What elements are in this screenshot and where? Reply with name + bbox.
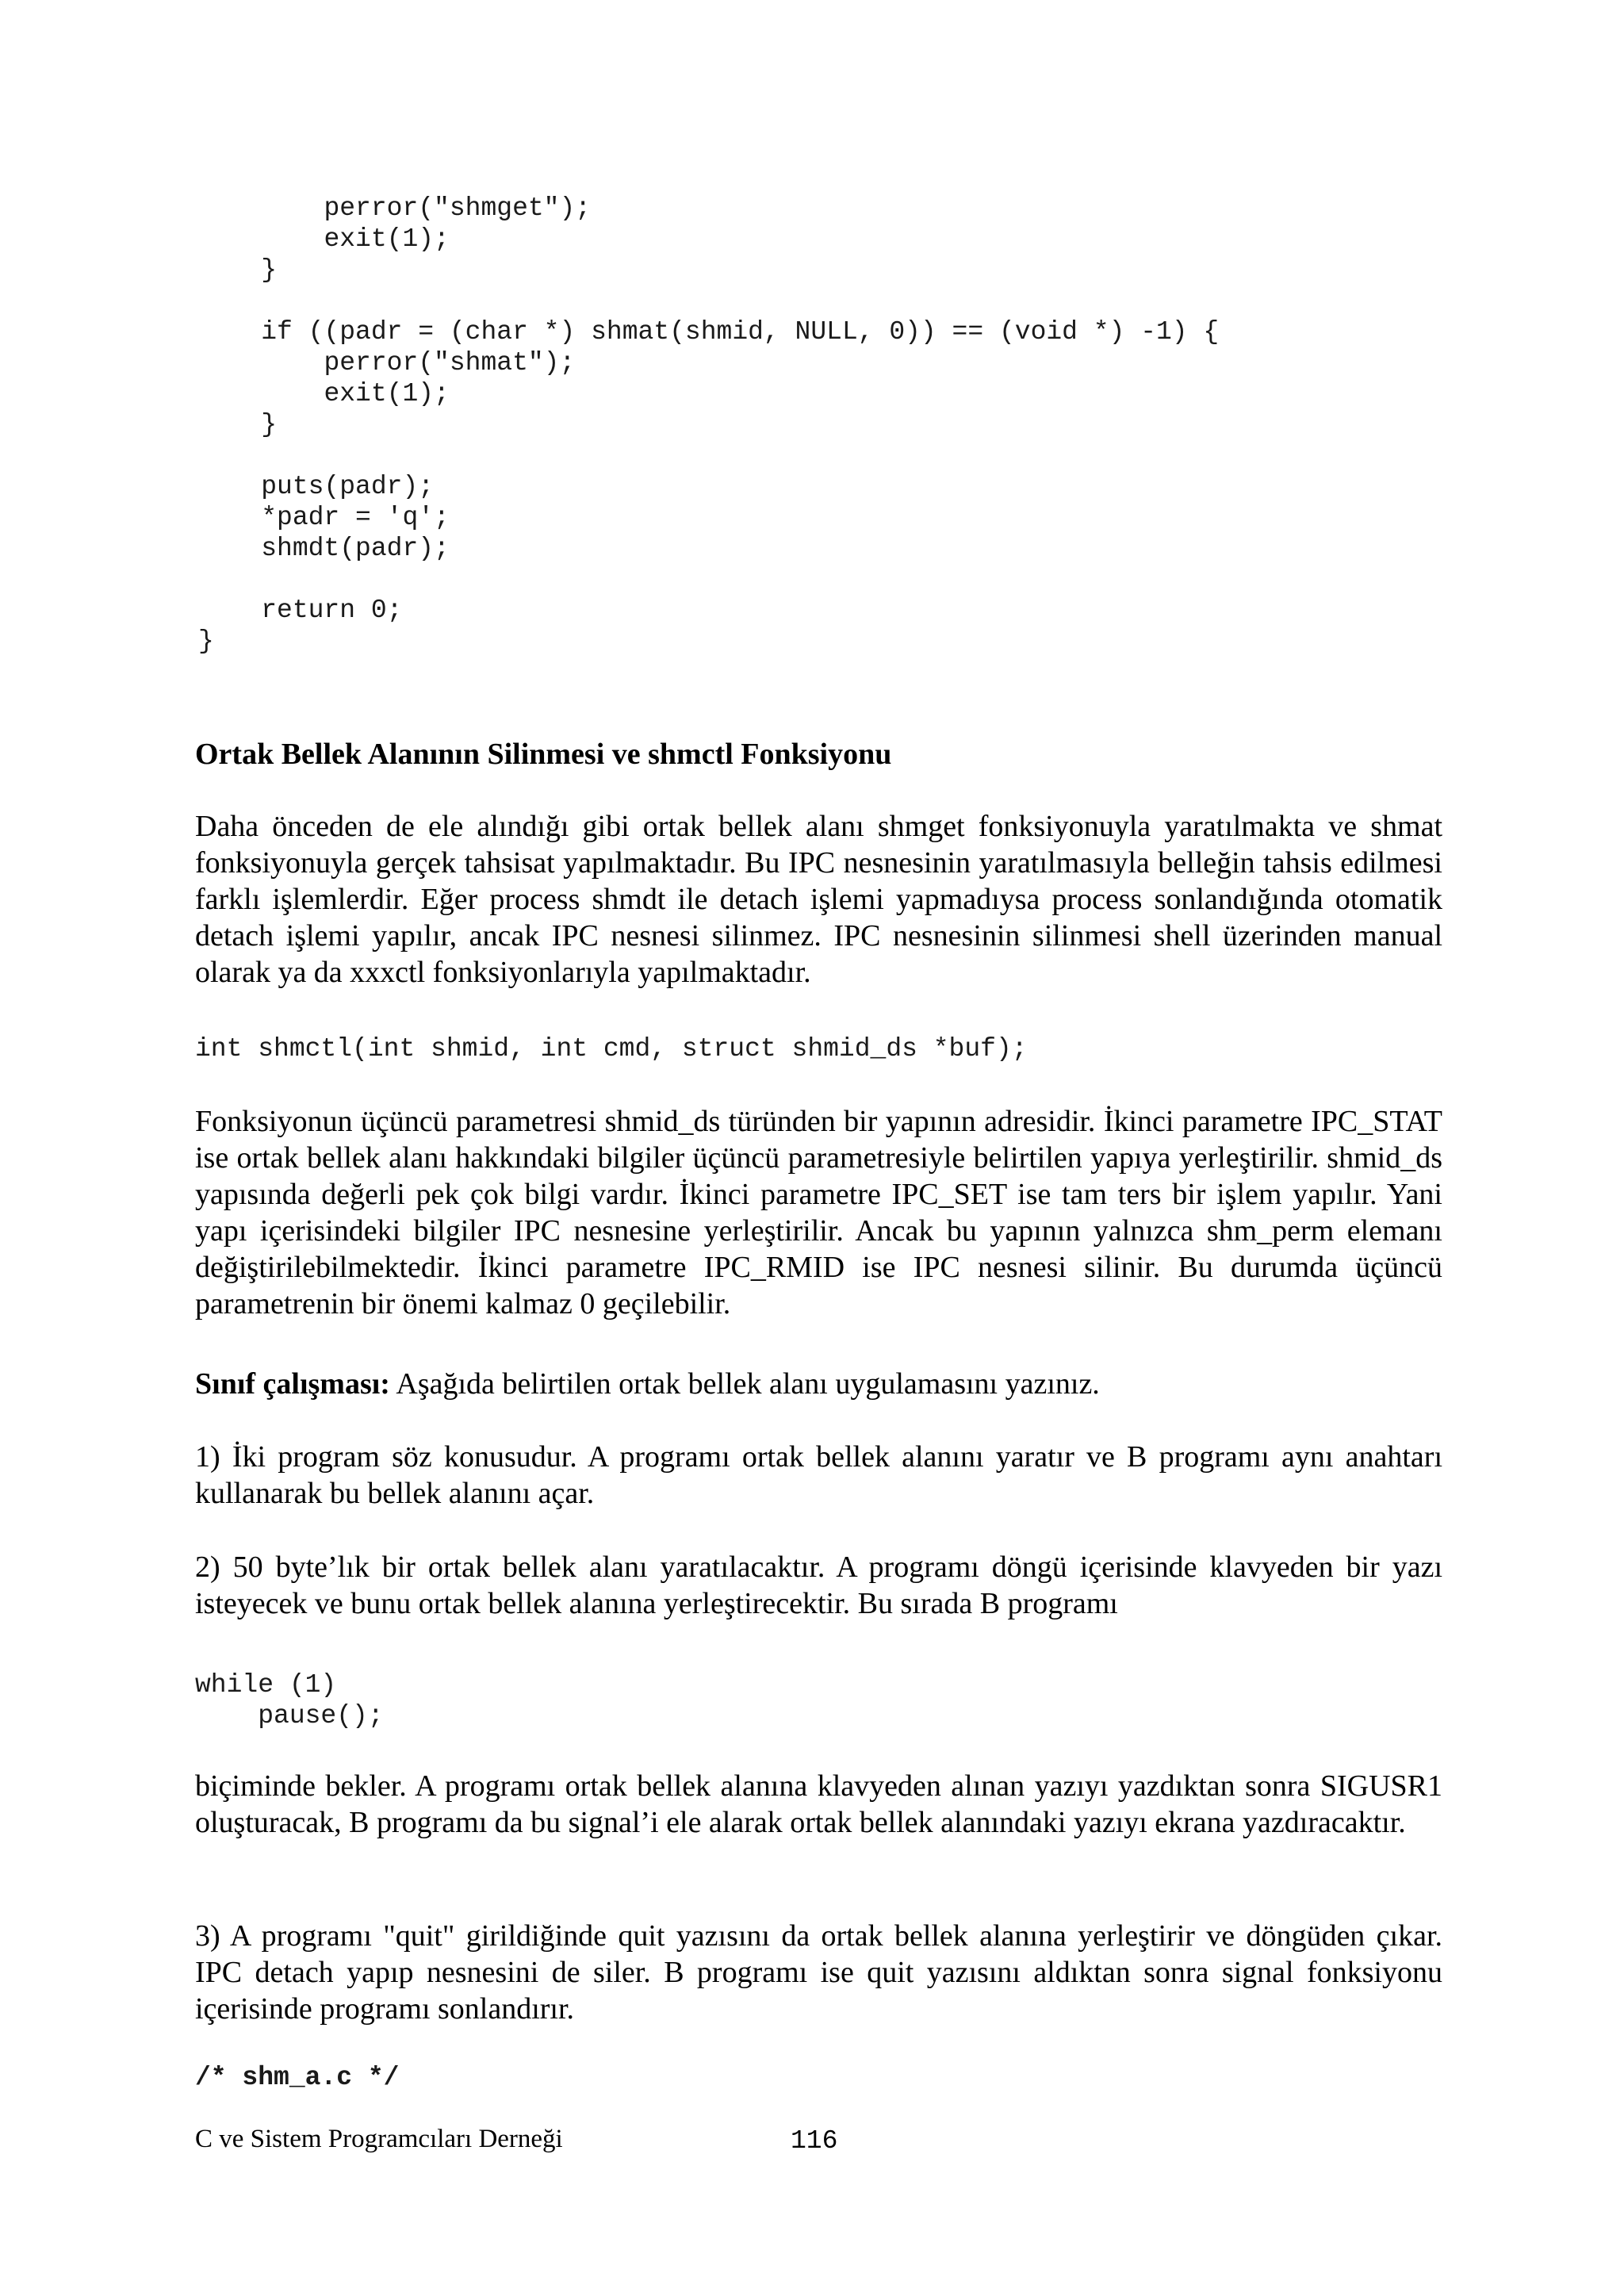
exercise-label: Sınıf çalışması: xyxy=(195,1367,390,1401)
exercise-item-3: 3) A programı "quit" girildiğinde quit yazısını da ortak bellek alanına yerleştirir ve döngüden çıkar. IPC detach yapıp nesnesini de siler. B programı ise quit yazısını aldıktan sonra signal fonksiyonu içerisinde programı sonlandırır. xyxy=(195,1919,1442,2026)
file-comment: /* shm_a.c */ xyxy=(195,2063,400,2092)
paragraph-sigusr1: biçiminde bekler. A programı ortak bellek alanına klavyeden alınan yazıyı yazdıktan sonra SIGUSR1 oluşturacak, B programı da bu signal’i ele alarak ortak bellek alanındaki yazıyı ekrana yazdıracaktır. xyxy=(195,1769,1442,1839)
code-block-pause-loop: while (1) pause(); xyxy=(195,1670,384,1731)
exercise-text: Aşağıda belirtilen ortak bellek alanı uygulamasını yazınız. xyxy=(389,1367,1100,1401)
code-block-shmat: perror("shmget"); exit(1); } if ((padr = (char *) shmat(shmid, NULL, 0)) == (void *) -1) { perror("shmat"); exit(1); } puts(padr); *padr = 'q'; shmdt(padr); return 0; } xyxy=(198,194,1220,656)
footer-organization: C ve Sistem Programcıları Derneği xyxy=(195,2125,563,2153)
section-heading: Ortak Bellek Alanının Silinmesi ve shmctl Fonksiyonu xyxy=(195,738,892,771)
exercise-intro xyxy=(195,1366,1442,1402)
paragraph-intro: Daha önceden de ele alındığı gibi ortak bellek alanı shmget fonksiyonuyla yaratılmakta ve shmat fonksiyonuyla gerçek tahsisat yapılmaktadır. Bu IPC nesnesinin yaratılmasıyla belleğin tahsis edilmesi farklı işlemlerdir. Eğer process shmdt ile detach işlemi yapmadıysa process sonlandığında otomatik detach işlemi yapılır, ancak IPC nesnesi silinmez. IPC nesnesinin silinmesi shell üzerinden manual olarak ya da xxxctl fonksiyonlarıyla yapılmaktadır. xyxy=(195,810,1442,989)
shmctl-prototype: int shmctl(int shmid, int cmd, struct shmid_ds *buf); xyxy=(195,1034,1028,1064)
page-number: 116 xyxy=(791,2126,838,2156)
exercise-item-1: 1) İki program söz konusudur. A programı ortak bellek alanını yaratır ve B programı aynı anahtarı kullanarak bu bellek alanını açar. xyxy=(195,1440,1442,1510)
exercise-item-2: 2) 50 byte’lık bir ortak bellek alanı yaratılacaktır. A programı döngü içerisinde klavyeden bir yazı isteyecek ve bunu ortak bellek alanına yerleştirecektir. Bu sırada B programı xyxy=(195,1550,1442,1620)
paragraph-shmctl-params: Fonksiyonun üçüncü parametresi shmid_ds türünden bir yapının adresidir. İkinci parametre IPC_STAT ise ortak bellek alanı hakkındaki bilgiler üçüncü parametresiyle belirtilen yapıya yerleştirilir. shmid_ds yapısında değerli pek çok bilgi vardır. İkinci parametre IPC_SET ise tam ters bir işlem yapılır. Yani yapı içerisindeki bilgiler IPC nesnesine yerleştirilir. Ancak bu yapının yalnızca shm_perm elemanı değiştirilebilmektedir. İkinci parametre IPC_RMID ise IPC nesnesi silinir. Bu durumda üçüncü parametrenin bir önemi kalmaz 0 geçilebilir. xyxy=(195,1105,1442,1320)
